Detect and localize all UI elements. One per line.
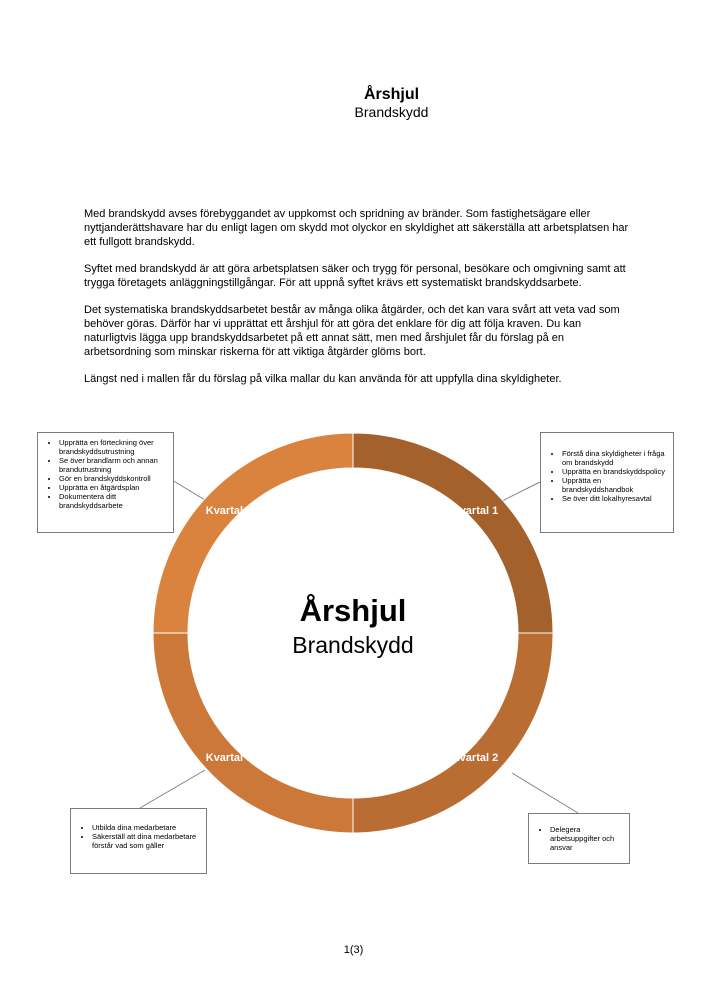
callout-q4-item: • Upprätta en åtgärdsplan — [59, 483, 168, 492]
quarter-3-label: Kvartal 3 — [205, 752, 253, 764]
quarter-3-segment — [153, 633, 353, 833]
document-title: Årshjul — [363, 86, 420, 103]
page-number: 1(3) — [343, 944, 364, 956]
callout-q4-item: • Dokumentera ditt brandskyddsarbete — [59, 492, 168, 510]
leader-line-q2 — [512, 773, 578, 813]
callout-q1-item: • Se över ditt lokalhyresavtal — [562, 494, 668, 503]
callout-quarter-4 — [37, 432, 174, 533]
callout-q1-item: • Förstå dina skyldigheter i fråga om brandskydd — [562, 449, 668, 467]
paragraph-1: Med brandskydd avses förebyggandet av uppkomst och spridning av bränder. Som fastighetsägare eller nyttjanderättshavare har du enligt lagen om skydd mot olyckor en skyldighet att säkerställa att arbetsplatsen har ett fullgott brandskydd. — [84, 208, 629, 248]
callout-q1-item: • Upprätta en brandskyddshandbok — [562, 476, 668, 494]
quarter-2-segment — [353, 633, 553, 833]
callout-q3-item: • Utbilda dina medarbetare — [92, 823, 201, 832]
leader-line-q3 — [140, 770, 205, 808]
quarter-2-label: Kvartal 2 — [451, 752, 499, 764]
wheel-center-title: Årshjul — [299, 593, 407, 628]
wheel-center-subtitle: Brandskydd — [292, 632, 414, 658]
paragraph-4: Längst ned i mallen får du förslag på vilka mallar du kan använda för att uppfylla dina skyldigheter. — [84, 373, 562, 385]
paragraph-3: Det systematiska brandskyddsarbetet består av många olika åtgärder, och det kan vara svårt att veta vad som behöver göras. Därför har vi upprättat ett årshjul för att göra det enklare för dig att följa kraven. Du kan naturligtvis lägga upp brandskyddsarbetet på ett annat sätt, men med årshjulet får du förslag på en arbetsordning som minskar riskerna för att viktiga åtgärder glöms bort. — [84, 304, 620, 358]
quarter-1-label: Kvartal 1 — [451, 505, 499, 517]
document-subtitle: Brandskydd — [354, 104, 429, 120]
leader-line-q1 — [502, 482, 540, 501]
callout-quarter-2 — [528, 813, 630, 864]
callout-quarter-3 — [70, 808, 207, 874]
callout-q4-item: • Gör en brandskyddskontroll — [59, 474, 168, 483]
leader-line-q4 — [172, 480, 205, 500]
callout-q1-item: • Upprätta en brandskyddspolicy — [562, 467, 668, 476]
callout-q4-item: • Se över brandlarm och annan brandutrustning — [59, 456, 168, 474]
paragraph-2: Syftet med brandskydd är att göra arbetsplatsen säker och trygg för personal, besökare och omgivning samt att trygga företagets anläggningstillgångar. För att uppnå syftet krävs ett systematiskt brandskyddsarbete. — [84, 263, 626, 289]
callout-q2-item: • Delegera arbetsuppgifter och ansvar — [550, 825, 624, 852]
quarter-4-label: Kvartal 4 — [205, 505, 253, 517]
callout-quarter-1 — [540, 432, 674, 533]
callout-q4-item: • Upprätta en förteckning över brandskyddsutrustning — [59, 438, 168, 456]
callout-q3-item: • Säkerställ att dina medarbetare förstår vad som gäller — [92, 832, 201, 850]
